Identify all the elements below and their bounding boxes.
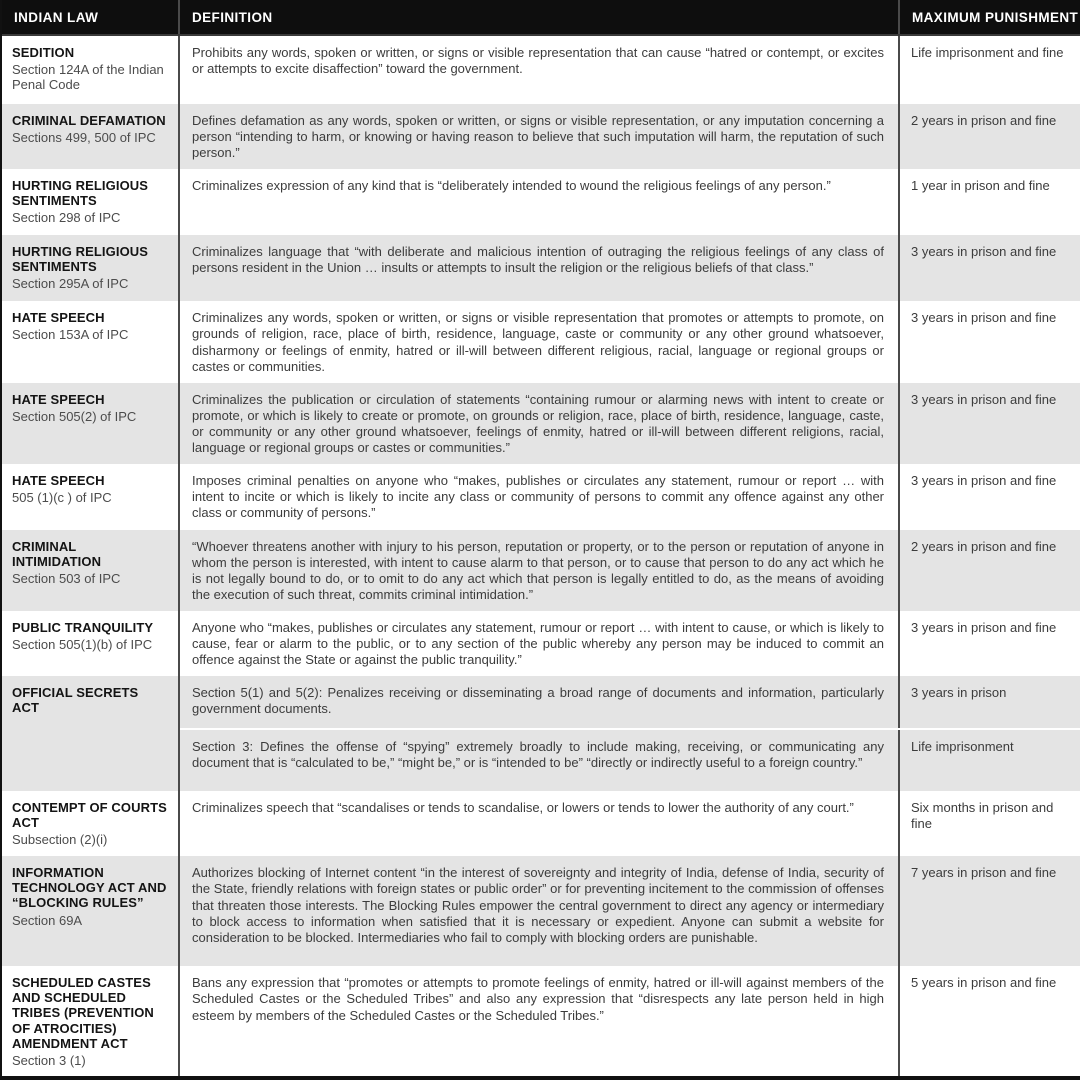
header-indian-law: INDIAN LAW xyxy=(2,0,180,34)
table-row xyxy=(2,530,1080,611)
header-maximum-punishment: MAXIMUM PUNISHMENT xyxy=(912,10,1079,25)
definition-punishment-subrow xyxy=(180,611,1080,676)
definition-punishment-subrow xyxy=(180,728,1080,791)
punishment-cell: 3 years in prison and fine xyxy=(911,473,1057,489)
definition-punishment-subrow xyxy=(180,791,1080,856)
definition-punishment-subrow xyxy=(180,464,1080,529)
law-section: Section 505(1)(b) of IPC xyxy=(12,637,153,653)
table-row xyxy=(2,676,1080,791)
law-cell xyxy=(2,301,180,382)
definition-punishment-subrow xyxy=(180,676,1080,728)
definition-punishment-subrow xyxy=(180,169,1080,235)
table-row xyxy=(2,791,1080,856)
law-section: Section 69A xyxy=(12,912,83,928)
law-cell xyxy=(2,966,180,1076)
definition-cell: Imposes criminal penalties on anyone who “makes, publishes or circulates any statement, rumour or report … with intent to incite or which is likely to incite any class or community of persons to commit any offence against any other class or community of persons.” xyxy=(180,464,900,529)
law-name: SEDITION xyxy=(12,45,75,60)
law-name: INFORMATION TECHNOLOGY ACT AND “BLOCKING RULES” xyxy=(12,865,167,911)
row-content xyxy=(180,856,1080,966)
punishment-cell: 3 years in prison and fine xyxy=(911,244,1057,260)
law-name: CRIMINAL INTIMIDATION xyxy=(12,538,102,569)
law-section: 505 (1)(c ) of IPC xyxy=(12,490,112,506)
law-name: PUBLIC TRANQUILITY xyxy=(12,619,154,635)
law-cell xyxy=(2,676,180,791)
punishment-cell: Six months in prison and fine xyxy=(911,800,1054,832)
punishment-cell: 7 years in prison and fine xyxy=(911,865,1057,881)
definition-cell: Prohibits any words, spoken or written, or signs or visible representation that can cause “hatred or contempt, or excites or attempts to excite disaffection” toward the government. xyxy=(180,36,900,104)
row-content xyxy=(180,169,1080,235)
law-name: CONTEMPT OF COURTS ACT xyxy=(12,800,167,831)
definition-punishment-subrow xyxy=(180,966,1080,1076)
law-cell xyxy=(2,611,180,676)
definition-cell: Defines defamation as any words, spoken or written, or signs or visible representation, or any imputation concerning a person “intending to harm, or knowing or having reason to believe that such imputation will harm, the reputation of such person.” xyxy=(180,104,900,169)
punishment-cell: 2 years in prison and fine xyxy=(911,113,1057,128)
table-row xyxy=(2,104,1080,169)
definition-cell: “Whoever threatens another with injury to his person, reputation or property, or to the person or reputation of anyone in whom the person is interested, with intent to cause alarm to that person, or to cause that person to do any act which he is not legally bound to do, or to omit to do any act which that person is legally entitled to do, as the means of avoiding the execution of such threat, commits criminal intimidation.” xyxy=(180,530,900,611)
definition-punishment-subrow xyxy=(180,235,1080,301)
law-cell xyxy=(2,530,180,611)
definition-cell: Criminalizes any words, spoken or written, or signs or visible representation that promotes or attempts to promote, on grounds of religion, race, place of birth, residence, language, caste or community or any other ground whatsoever, disharmony or feelings of enmity, hatred or ill-will between different religious, racial, language or regional groups or castes or communities. xyxy=(180,301,900,382)
definition-cell: Anyone who “makes, publishes or circulates any statement, rumour or report … with intent to cause, or which is likely to cause, fear or alarm to the public, or to any section of the public whereby any person may be induced to commit an offence against the State or against the public tranquility.” xyxy=(180,611,900,676)
law-name: HATE SPEECH xyxy=(12,310,105,326)
table-row xyxy=(2,301,1080,382)
punishment-cell: 3 years in prison and fine xyxy=(911,619,1057,635)
law-cell xyxy=(2,791,180,856)
law-name: OFFICIAL SECRETS ACT xyxy=(12,685,139,716)
row-content xyxy=(180,235,1080,301)
definition-punishment-subrow xyxy=(180,104,1080,169)
row-content xyxy=(180,464,1080,529)
definition-cell: Section 5(1) and 5(2): Penalizes receiving or disseminating a broad range of documents and information, particularly government documents. xyxy=(180,676,900,728)
table-row xyxy=(2,383,1080,464)
law-cell xyxy=(2,235,180,301)
law-section: Section 3 (1) xyxy=(12,1052,86,1068)
row-content xyxy=(180,301,1080,382)
punishment-cell: 5 years in prison and fine xyxy=(911,975,1057,991)
row-content xyxy=(180,611,1080,676)
definition-punishment-subrow xyxy=(180,530,1080,611)
law-name: HURTING RELIGIOUS SENTIMENTS xyxy=(12,178,149,209)
definition-cell: Criminalizes speech that “scandalises or tends to scandalise, or lowers or tends to lower the authority of any court.” xyxy=(180,791,900,856)
punishment-cell: 3 years in prison and fine xyxy=(911,391,1057,407)
definition-cell: Criminalizes the publication or circulation of statements “containing rumour or alarming news with intent to create or promote, or which is likely to create or promote, on grounds or religion, race, place of birth, residence, language, caste, or community or any other ground whatsoever, feelings of enmity, hatred or ill-will between different religions, racial, language or regional groups or castes or communities.” xyxy=(180,383,900,464)
law-section: Section 298 of IPC xyxy=(12,210,121,226)
law-name: CRIMINAL DEFAMATION xyxy=(12,113,166,128)
table-body xyxy=(2,36,1080,1076)
law-section: Section 505(2) of IPC xyxy=(12,408,137,424)
row-content xyxy=(180,530,1080,611)
table-row xyxy=(2,611,1080,676)
table-row xyxy=(2,235,1080,301)
punishment-cell: Life imprisonment and fine xyxy=(911,45,1064,60)
law-cell xyxy=(2,464,180,529)
punishment-cell: 3 years in prison and fine xyxy=(911,310,1057,326)
header-definition: DEFINITION xyxy=(180,0,900,34)
punishment-cell: 3 years in prison xyxy=(911,685,1007,701)
punishment-cell: Life imprisonment xyxy=(911,739,1014,755)
law-cell xyxy=(2,856,180,966)
law-name: HATE SPEECH xyxy=(12,473,105,489)
table-row xyxy=(2,856,1080,966)
law-section: Sections 499, 500 of IPC xyxy=(12,130,156,146)
row-content xyxy=(180,676,1080,791)
definition-punishment-subrow xyxy=(180,383,1080,464)
row-content xyxy=(180,383,1080,464)
definition-cell: Authorizes blocking of Internet content “in the interest of sovereignty and integrity of India, defense of India, security of the State, friendly relations with foreign states or public order” or for preventing incitement to the commission of offenses that threaten those interests. The Blocking Rules empower the central government to direct any agency or intermediary to block access to information when satisfied that it is necessary or expedient. Anyone can submit a website for consideration to be blocked. Intermediaries who fail to comply with blocking orders are punishable. xyxy=(180,856,900,966)
definition-cell: Section 3: Defines the offense of “spying” extremely broadly to include making, receiving, or communicating any document that is “calculated to be,” “might be,” or is “intended to be” “directly or indirectly useful to a foreign country.” xyxy=(180,730,900,791)
punishment-cell: 1 year in prison and fine xyxy=(911,178,1050,194)
row-content xyxy=(180,36,1080,104)
law-name: HATE SPEECH xyxy=(12,391,105,407)
definition-cell: Criminalizes expression of any kind that is “deliberately intended to wound the religious feelings of any person.” xyxy=(180,169,900,235)
law-name: HURTING RELIGIOUS SENTIMENTS xyxy=(12,244,149,275)
law-section: Section 124A of the Indian Penal Code xyxy=(12,62,164,93)
row-content xyxy=(180,966,1080,1076)
row-content xyxy=(180,791,1080,856)
law-name: SCHEDULED CASTES AND SCHEDULED TRIBES (PREVENTION OF ATROCITIES) AMENDMENT ACT xyxy=(12,975,154,1051)
table-row xyxy=(2,169,1080,235)
table-row xyxy=(2,464,1080,529)
law-cell xyxy=(2,383,180,464)
law-cell xyxy=(2,104,180,169)
law-cell xyxy=(2,36,180,104)
definition-punishment-subrow xyxy=(180,36,1080,104)
law-section: Section 295A of IPC xyxy=(12,276,129,292)
definition-cell: Bans any expression that “promotes or attempts to promote feelings of enmity, hatred or ill-will against members of the Scheduled Castes or the Scheduled Tribes” and also any expression that “disrespects any late person held in high esteem by members of the Scheduled Castes or the Scheduled Tribes.” xyxy=(180,966,900,1076)
law-cell xyxy=(2,169,180,235)
definition-punishment-subrow xyxy=(180,856,1080,966)
law-section: Subsection (2)(i) xyxy=(12,832,108,848)
punishment-cell: 2 years in prison and fine xyxy=(911,538,1057,554)
table-row xyxy=(2,36,1080,104)
table-row xyxy=(2,966,1080,1076)
definition-cell: Criminalizes language that “with deliberate and malicious intention of outraging the religious feelings of any class of persons resident in the Union … insults or attempts to insult the religion or the religious beliefs of that class.” xyxy=(180,235,900,301)
law-section: Section 503 of IPC xyxy=(12,570,121,586)
row-content xyxy=(180,104,1080,169)
definition-punishment-subrow xyxy=(180,301,1080,382)
table-header xyxy=(2,0,1080,36)
law-section: Section 153A of IPC xyxy=(12,327,129,343)
